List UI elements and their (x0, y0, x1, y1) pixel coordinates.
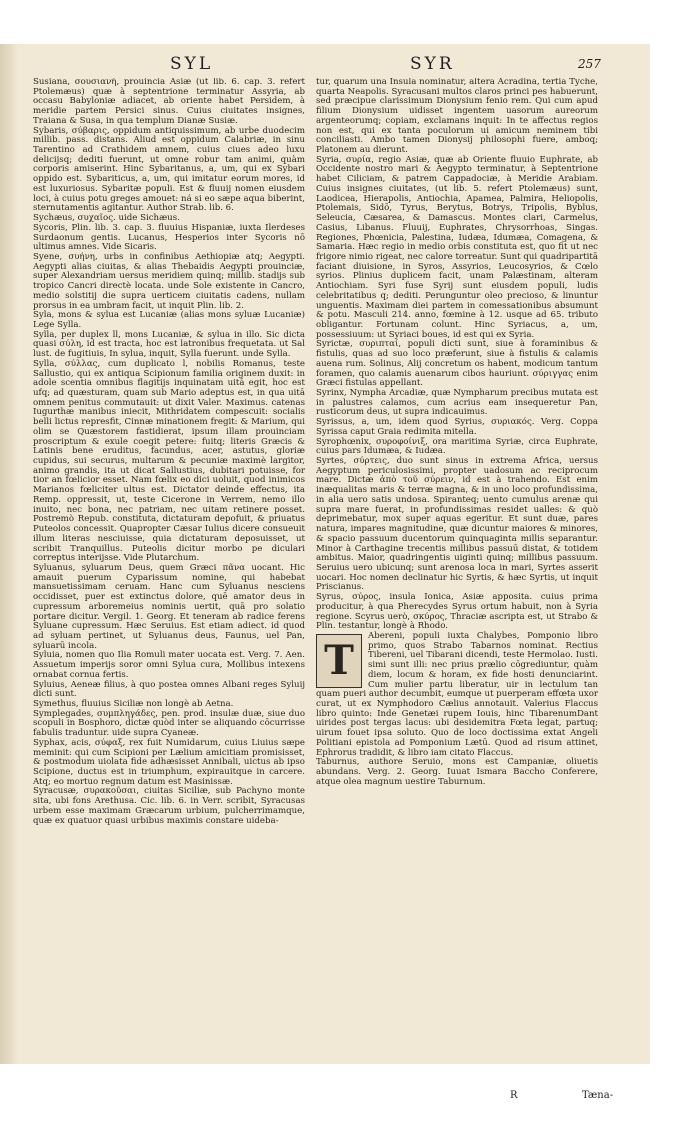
page-number: 257 (578, 57, 601, 71)
right-column (316, 78, 598, 1078)
entry-syluanus: Syluanus, syluarum Deus, quem Græci πᾶνα uocant. Hic amauit puerum Cyparissum nomine, qui habebat mansuetissimam ceruam. Hanc cum Syluanus nesciens occidisset, puer est extinctus dolore, quē amator deus in cupressum arboremeius nominis uertit, quā pro solatio portare dicitur. Vergil. 1. Georg. Et teneram ab radice ferens Syluane cupressum. Hæc Seruius. Est etiam adiect. id quod ad syluam pertinet, ut Syluanus deus, Faunus, uel Pan, syluarū incola. (33, 562, 305, 651)
entry-syracusae: Syracusæ, συρακοῦσαι, ciuitas Siciliæ, sub Pachyno monte sita, ubi fons Arethusa. Cic. lib. 6. in Verr. scribit, Syracusas urbem esse maximam Græcarum urbium, pulcherrimamque, quæ ex quatuor quasi urbibus maximis constare uideba- (33, 786, 305, 826)
entry-sychaeus: Sychæus, συχαῖος. uide Sichæus. (33, 213, 180, 224)
entry-syria: Syria, συρία, regio Asiæ, quæ ab Oriente fluuio Euphrate, ab Occidente nostro mari & Aegypto terminatur, à Septentrione habet Ciliciam, & patrem Cappadociæ, à Meridie Arabiam. Cuius insignes ciuitates, (ut lib. 5. refert Ptolemæus) sunt, Laodicea, Hierapolis, Antiochia, Apamea, Palmira, Heliopolis, Ptolemais, Sidō, Tyrus, Berytus, Botrys, Tripolis, Byblus, Seleucia, Cæsarea, & Damascus. Montes clari, Carmelus, Casius, Libanus. Fluuij, Euphrates, Chrysorrhoas, Singas. Regiones, Phœnicia, Palestina, Iudæa, Idumæa, Comagena, & Samaria. Hæc regio in medio orbis constituta est, quo fit ut nec frigore nimio rigeat, nec calore torreatur. Sunt qui quadripartitā faciant diuisione, in Syros, Assyrios, Leucosyrios, & Cœlo syrios. Plinius duplicem facit, unam Palæstinam, alteram Antiochiam. Syri fuse Syrij sunt eiusdem populi, ludis celebritatibus q; dediti. Perunguntur oleo precioso, & linuntur unguentis. Maximam diei partem in comessationibus absumunt & potu. Masculi 214. anno, fœmine à 12. usque ad 65. tributo obligantur. Fortunam colunt. Hinc Syriacus, a, um, possessiuum: ut Syriaci boues, id est qui ex Syria. (316, 154, 598, 340)
entry-syrtes: Syrtes, σύρτεις, duo sunt sinus in extrema Africa, uersus Aegyptum periculosissimi, propter uadosum ac reciprocum mare. Dictæ ἀπὸ τοῦ σύρειν, id est à trahendo. Est enim inæqualitas maris & terræ magna, & in uno loco profundissima, in alia uero satis undosa. Spiranteq; uento cumulus arenæ qui supra mare fuerat, in profundissimas residet ualles: & quò deprimebatur, mox super aquas egeritur. Et sunt duæ, pares natura, impares magnitudine, quæ dicuntur maiores & minores, & spacio passuum ducentorum quinquaginta millis separantur. Minor à Carthagine trecentis millibus passuū distat, & totidem ambitus. Maior, quadringentis uiginti quinq; millibus passuum. Seruius uero ubicunq; sunt arenosa loca in mari, Syrtes asserit uocari. Hoc nomen declinatur hic Syrtis, & hæc Syrtis, ut inquit Priscianus. (316, 456, 598, 593)
entry-symethus: Symethus, fluuius Siciliæ non longè ab Aetna. (33, 699, 234, 709)
gutter-shadow (0, 44, 18, 1064)
page-footer (0, 1090, 700, 1104)
header-left: SYL (170, 54, 214, 74)
header-right: SYR (410, 54, 455, 74)
entry-syluius: Syluius, Aeneæ filius, à quo posteа omnes Albani reges Syluij dicti sunt. (33, 679, 305, 700)
entry-sybaris: Sybaris, σύβαρις, oppidum antiquissimum, ab urbe duodecim millib. pass. distans. Aliud est oppidum Calabriæ, in sinu Tarentino ad Crathidem amnem, cuius ciues adeo luxu delicijsq; dediti fuerunt, ut omne robur tam animi, quàm corporis amiserint. Hinc Sybaritanus, a, um, qui ex Sybari oppido est. Sybariticus, a, um, qui imitatur eorum mores, id est luxuriosus. Sybaritæ populi. Est & fluuij nomen eiusdem loci, à cuius potu greges amouet: ná si eo sæpe aqua biberint, sternutamentis agitantur. Author Strab. lib. 6. (33, 125, 305, 214)
signature-mark: R (510, 1090, 518, 1101)
entry-syrictae: Syrictæ, συριπταί, populi dicti sunt, siue à foraminibus & fistulis, quas ad suo loco præferunt, siue à fistulis & calamis auena rum. Solinus, Alij concretum os habent, modicum tantum foramen, quo calamis auenarum cibos hauriunt. σύριγγας enim Græci fistulas appellant. (316, 339, 598, 389)
entry-sylla-mons: Sylla, per duplex ll, mons Lucaniæ, & sylua in illo. Sic dicta quasi σύλη, id est tracta, hoc est latronibus frequetata. ut Sal lust. de fugitiuis, In sylua, inquit, Sylla fuerunt. unde Sylla. (33, 329, 305, 360)
entry-susiana: Susiana, σουσιανή, prouincia Asiæ (ut lib. 6. cap. 3. refert Ptolemæus) quæ à septentrione terminatur Assyria, ab occasu Babyloniæ adiacet, ab oriente habet Persidem, à meridie partem Persici sinus. Cuius ciuitates insignes, Traiana & Susa, in qua templum Dianæ Susiæ. (33, 78, 305, 126)
entry-sylla: Sylla, σύλλας, cum duplicato l, nobilis Romanus, teste Sallustio, qui ex antiqua Scipionum familia originem duxit: in adole scentia omnibus flagitijs inquinatam uitā egit, hoc est ufq; ad quæsturam, quam sub Mario adeptus est, in qua uitā omnem penitus commutauit: ut dixit Valer. Maximus. catenas Iugurthæ manibus iniecit, Mithridatem compescuit: socialis belli lictus represfit, Cinnæ minationem fregit: & Marium, qui olim se Quæstorem fastidierat, ipsum illam prouinciam proscriptum & exule coegit petere: fuitq; literis Græcis & Latinis bene eruditus, facundus, acer, astutus, gloriæ cupidus, sui securus, multarum & pecuniæ maximè largitor, animo grandis, ita ut dicat Sallustius, dubitari potuisse, for tior an fœlicior esset. Nam fœlix eo dici uoluit, quod inimicos Marianos fœliciter ultus est. Dictator deinde effectus, ita Remp. oppressit, ut, teste Cicerone in Verrem, nemo illo inuito, nec bona, nec patriam, nec uitam retinere posset. Postremò Repub. constituta, dictaturam depofuit, & priuatus Puteolos concessit. Quapropter Cæsar Iulius dicere consueuit illum literas nesciuisse, quia dictaturam deposuisset, ut scribit Tranquillus. Puteolis dicitur morbo pe diculari correptus interijsse. Vide Plutarchum. (33, 358, 305, 564)
entry-syrissus: Syrissus, a, um, idem quod Syrius, συριακός. Verg. Coppa Syrissa caput Graia redimita mitella. (316, 417, 598, 437)
entry-syphax: Syphax, acis, σύφαξ, rex fuit Numidarum, cuius Liuius sæpe meminit: qui cum Scipioni per Lælium amicitiam promisisset, & postmodum uiolata fide adhæsisset Annibali, uictus ab ipso Scipione, ductus est in triumphum, expirauitque in carcere. Atq; eo mortuo regnum datum est Masinissæ. (33, 737, 305, 787)
entry-syla: Syla, mons & sylua est Lucaniæ (alias mons syluæ Lucaniæ) Lege Sylla. (33, 310, 305, 330)
catchword: Tæna- (582, 1090, 614, 1101)
entry-syluia: Syluia, nomen quo Ilia Romuli mater uocata est. Verg. 7. Aen. Assuetum imperijs soror omni Sylua cura, Mollibus intexens ornabat cornua fertis. (33, 650, 305, 680)
decorated-initial (316, 634, 362, 688)
entry-syrinx: Syrinx, Nympha Arcadiæ, quæ Nympharum precibus mutata est in palustres calamos, cum acrius eam insequeretur Pan, rusticorum deus, ut supra indicauimus. (316, 388, 598, 418)
entry-syrus: Syrus, σύρος, insula Ionica, Asiæ apposita. cuius prima producitur, à qua Pherecydes Syrus ortum habuit, non à Syria regione. Scyrus uerò, σκύρος, Thraciæ ascripta est, ut Strabo & Plin. testantur, longè à Rhodo. (316, 592, 598, 632)
entry-tabereni: Abereni, populi iuxta Chalybes, Pomponio libro primo, quos Strabo Tabarnos nominat. Rectius Tibereni, uel Tibarani dicendi, teste Hermolao. Iusti. simi sunt illi: nec prius prælio cōgrediuntur, quàm diem, locum & horam, ex fide hosti denunciarint. Cum mulier partu liberatur, uir in lectulum tan quam pueri author decumbit, eumque ut puerperam effœta uxor curat, ut ex Nymphodoro Cælius annotauit. Valerius Flaccus libro quinto: Inde Genetæi rupem Iouis, hinc TibarenumDant uirides post tergas lacus: ubi desidemitra Fœta legat, partuq; uirum fouet ipsa soluto. Quo de loco doctissima extat Angeli Politiani epistola ad Pomponium Lætū. Quod ad risum attinet, Ephrorus tradidit, & libro iam citato Flaccus. (316, 630, 598, 758)
decorated-initial-letter: T (324, 636, 354, 684)
entry-syracusae-continued: tur, quarum una Insula nominatur, altera Acradina, tertia Tyche, quarta Neapolis. Syracusani multos claros princi pes habuerunt, sed præcipue clarissimum Dionysium fenio rem. Qui cum apud filium Dionysium uidisset ingentem uasorum aureorum argenteorumq; copiam, exclamans inquit: In te affectus regios non est, qui ex tanta poculorum ui amicum neminem tibi conciliasti. Ambo tamen Dionysij philosophi fuere, amboq; Platonem au dierunt. (316, 78, 598, 156)
running-header (0, 54, 700, 74)
entry-syrophoenix: Syrophœnix, συροφοίνιξ, ora maritima Syriæ, circa Euphrate, cuius pars Idumæa, & Iudæa. (316, 436, 598, 457)
entry-sycoris: Sycoris, Plin. lib. 3. cap. 3. fluuius Hispaniæ, iuxta Ilerdeses Surdaonum gentis. Lucanus, Hesperios inter Sycoris nō ultimus amnes. Vide Sicaris. (33, 222, 305, 253)
entry-syene: Syene, συήνη, urbs in confinibus Aethiopiæ atq; Aegypti. Aegypti alias ciuitas, & alias Thebaidis Aegypti prouinciæ, super Alexandriam uersus meridiem quinq; millib. stadijs sub tropico Cancri directè locata. unde Sole existente in Cancro, medio solstitij die supra uerticem ciuitatis cadens, nullam prorsus in ea umbram facit, ut inquit Plin. lib. 2. (33, 251, 305, 311)
left-column (33, 78, 305, 1073)
entry-symplegades: Symplegades, συμπληγάδες, pen. prod. insulæ duæ, siue duo scopuli in Bosphoro, dictæ quòd inter se aliquando cōcurrisse fabulis traduntur. uide supra Cyaneæ. (33, 708, 305, 739)
entry-taburnus: Taburnus, authore Seruio, mons est Campaniæ, oliuetis abundans. Verg. 2. Georg. Iuuat Ismara Baccho Conferere, atque olea magnum uestire Taburnum. (316, 757, 598, 787)
